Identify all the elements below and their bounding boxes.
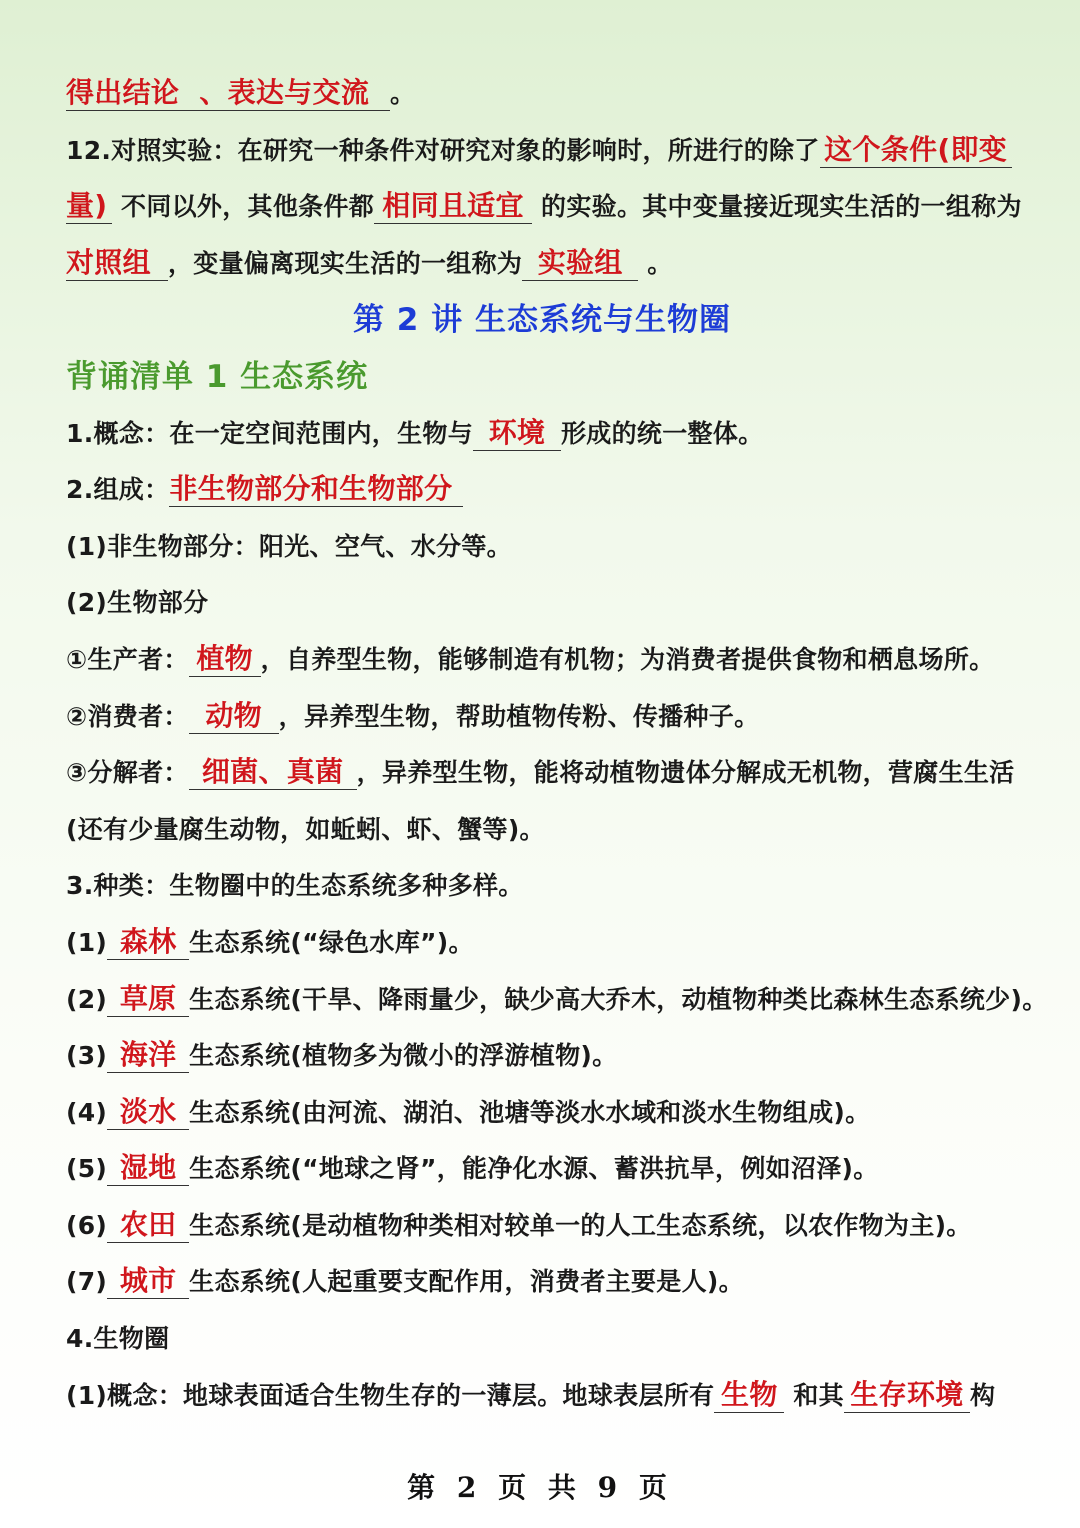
line-consumer [66, 689, 1018, 746]
page-number-footer: 第 2 页 共 9 页 [407, 1471, 673, 1504]
text: ，异养型生物，能将动植物遗体分解成无机物，营腐生生活 [356, 758, 1015, 788]
text: 12.对照实验：在研究一种条件对研究对象的影响时，所进行的除了 [66, 135, 820, 165]
text: 不同以外，其他条件都 [121, 192, 375, 222]
answer-blank: 生物 [714, 1378, 784, 1413]
answer-blank: 环境 [473, 416, 561, 451]
text: (1)概念：地球表面适合生物生存的一薄层。地球表层所有 [66, 1380, 715, 1410]
answer-blank: 植物 [189, 642, 261, 677]
line-decomposer [66, 745, 1018, 802]
line-control-experiment [66, 123, 1018, 180]
line-type-wetland [66, 1141, 1018, 1198]
text: 生态系统(由河流、湖泊、池塘等淡水水域和淡水生物组成)。 [189, 1097, 871, 1127]
line-control-experiment-2 [66, 179, 1022, 236]
item-number: (1) [66, 927, 108, 957]
item-number: (2) [66, 984, 108, 1014]
text: ，异养型生物，帮助植物传粉、传播种子。 [278, 701, 760, 731]
answer-blank: 实验组 [522, 246, 638, 281]
line-control-experiment-3 [66, 236, 1018, 293]
line-type-farmland [66, 1198, 1018, 1255]
text: 构 [969, 1380, 996, 1410]
item-number: (6) [66, 1210, 108, 1240]
line-type-freshwater [66, 1085, 1018, 1142]
text: 生态系统(是动植物种类相对较单一的人工生态系统，以农作物为主)。 [189, 1210, 972, 1240]
answer-blank: 量) [66, 189, 112, 224]
answer-blank: 相同且适宜 [374, 189, 532, 224]
line-type-grassland [66, 972, 1048, 1029]
text: 生态系统(人起重要支配作用，消费者主要是人)。 [189, 1267, 744, 1297]
page-content [66, 66, 1048, 1424]
answer-blank: 海洋 [107, 1038, 189, 1073]
answer-blank: 草原 [107, 982, 189, 1017]
lecture-title: 第 2 讲 生态系统与生物圈 [353, 302, 731, 339]
text: 的实验。其中变量接近现实生活的一组称为 [541, 192, 1022, 222]
text: ，自养型生物，能够制造有机物；为消费者提供食物和栖息场所。 [260, 644, 995, 674]
text: 生态系统(“地球之肾”，能净化水源、蓄洪抗旱，例如沼泽)。 [189, 1154, 879, 1184]
text: ①生产者： [66, 644, 189, 674]
text: 2.组成： [66, 475, 170, 505]
answer-text: 得出结论 [66, 76, 180, 109]
section-heading: 背诵清单 1 生态系统 [66, 358, 369, 395]
item-number: (4) [66, 1097, 108, 1127]
line-type-ocean [66, 1028, 1018, 1085]
line-biotic: (2)生物部分 [66, 588, 209, 618]
answer-blank: 城市 [107, 1264, 189, 1299]
answer-blank: 对照组 [66, 246, 168, 281]
text: 。 [390, 79, 416, 108]
text: 形成的统一整体。 [561, 418, 764, 448]
line-biosphere-concept [66, 1368, 1018, 1425]
text: ③分解者： [66, 758, 189, 788]
text: ②消费者： [66, 701, 189, 731]
item-number: (7) [66, 1267, 108, 1297]
answer-blank: 细菌、真菌 [189, 755, 357, 790]
line-conclusion [66, 66, 1018, 123]
line-type-forest [66, 915, 1018, 972]
item-number: (5) [66, 1154, 108, 1184]
line-producer [66, 632, 1018, 689]
text: 生态系统(植物多为微小的浮游植物)。 [189, 1041, 618, 1071]
line-types: 3.种类：生物圈中的生态系统多种多样。 [66, 871, 524, 901]
line-decomposer-2: (还有少量腐生动物，如蚯蚓、虾、蟹等)。 [66, 814, 545, 844]
text: 生态系统(“绿色水库”)。 [189, 927, 474, 957]
item-number: (3) [66, 1041, 108, 1071]
answer-blank: 淡水 [107, 1095, 189, 1130]
answer-blank: 非生物部分和生物部分 [169, 472, 463, 507]
answer-text: 、表达与交流 [199, 76, 370, 109]
text: 和其 [793, 1380, 844, 1410]
answer-blank: 动物 [189, 699, 279, 734]
line-biosphere: 4.生物圈 [66, 1324, 170, 1354]
answer-blank: 生存环境 [844, 1378, 970, 1413]
answer-blank: 森林 [107, 925, 189, 960]
answer-blank: 湿地 [107, 1151, 189, 1186]
answer-blank [66, 76, 390, 111]
answer-blank: 这个条件(即变 [820, 133, 1012, 168]
line-composition [66, 462, 1018, 519]
line-abiotic: (1)非生物部分：阳光、空气、水分等。 [66, 531, 512, 561]
text: ，变量偏离现实生活的一组称为 [168, 248, 523, 278]
text: 1.概念：在一定空间范围内，生物与 [66, 418, 473, 448]
text: 生态系统(干旱、降雨量少，缺少高大乔木，动植物种类比森林生态系统少)。 [189, 984, 1048, 1014]
text: 。 [647, 248, 673, 278]
answer-blank: 农田 [107, 1208, 189, 1243]
line-concept [66, 406, 1018, 463]
line-type-city [66, 1254, 1018, 1311]
